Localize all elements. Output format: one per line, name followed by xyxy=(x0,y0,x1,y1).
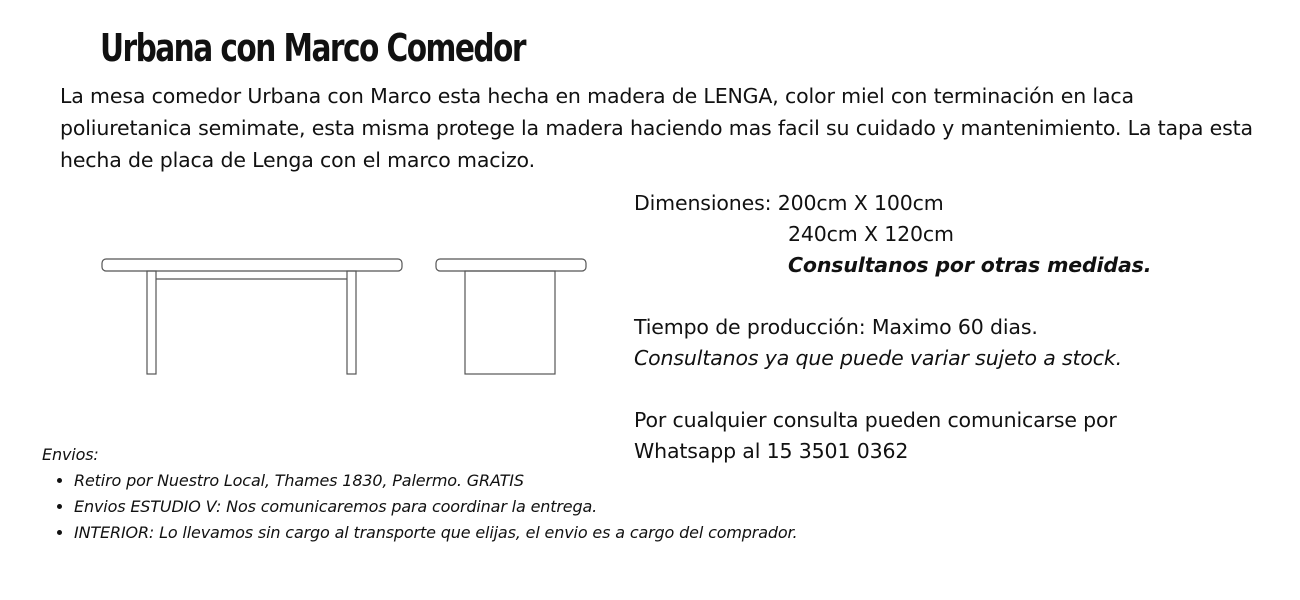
custom-sizes-note: Consultanos por otras medidas. xyxy=(788,253,1152,277)
dimensions-label: Dimensiones: xyxy=(634,191,772,215)
table-drawings xyxy=(95,252,595,382)
table-front-view-drawing xyxy=(102,259,402,374)
production-note: Consultanos ya que puede variar sujeto a stock. xyxy=(634,346,1123,370)
production-time: Tiempo de producción: Maximo 60 dias. xyxy=(634,315,1038,339)
shipping-section xyxy=(42,442,797,546)
shipping-label: Envios: xyxy=(42,445,99,464)
shipping-option: • INTERIOR: Lo llevamos sin cargo al transporte que elijas, el envio es a cargo del comprador. xyxy=(74,520,797,546)
shipping-list xyxy=(42,468,797,546)
dimensions-row xyxy=(634,188,1274,219)
shipping-option: • Envios ESTUDIO V: Nos comunicaremos para coordinar la entrega. xyxy=(74,494,797,520)
page-title: Urbana con Marco Comedor xyxy=(100,26,525,70)
dimension-option: 200cm X 100cm xyxy=(777,191,944,215)
contact-line: Por cualquier consulta pueden comunicarse por xyxy=(634,408,1117,432)
shipping-option: • Retiro por Nuestro Local, Thames 1830, Palermo. GRATIS xyxy=(74,468,797,494)
product-description: La mesa comedor Urbana con Marco esta hecha en madera de LENGA, color miel con terminación en laca poliuretanica semimate, esta misma protege la madera haciendo mas facil su cuidado y mantenimiento. La tapa esta hecha de placa de Lenga con el marco macizo. xyxy=(60,84,1253,172)
whatsapp-contact: Whatsapp al 15 3501 0362 xyxy=(634,439,909,463)
dimension-option: 240cm X 120cm xyxy=(788,222,954,246)
table-side-view-drawing xyxy=(436,259,586,374)
product-specs xyxy=(634,188,1274,467)
